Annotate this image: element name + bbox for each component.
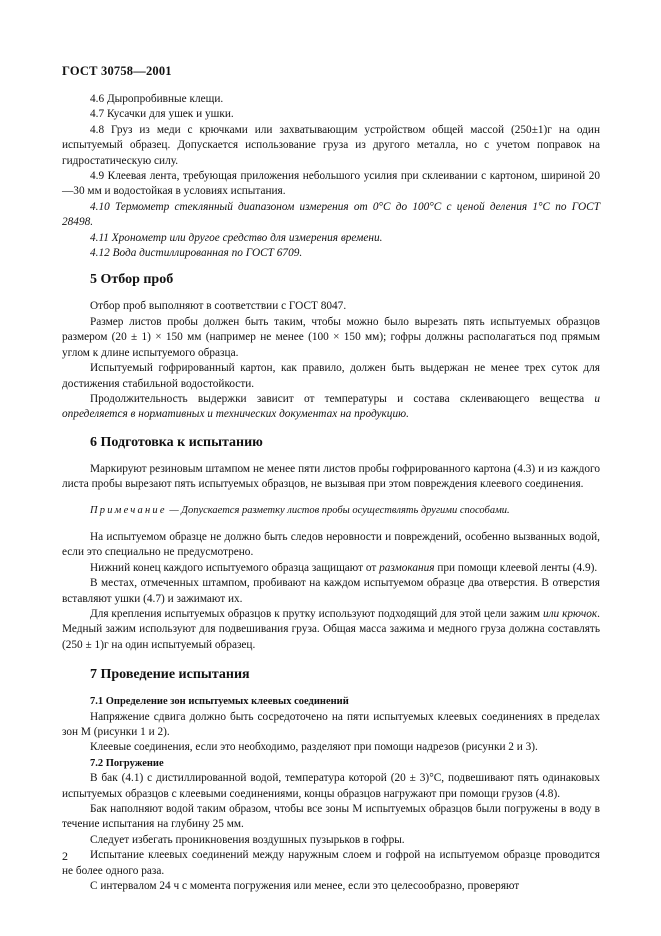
s72-paragraph-4: Испытание клеевых соединений между наружным слоем и гофрой на испытуемом образце проводится не более одного раза. [62, 849, 600, 877]
item-4-7: 4.7 Кусачки для ушек и ушки. [90, 108, 234, 121]
s72-paragraph-1: В бак (4.1) с дистиллированной водой, температура которой (20 ± 3)°С, подвешивают пять одинаковых испытуемых образцов с клеевыми соединениями, концы образцов нагружают при помощи грузов (4.8). [62, 772, 600, 800]
s72-paragraph-2: Бак наполняют водой таким образом, чтобы все зоны М испытуемых образцов были погружены в воду в течение испытания на глубину 25 мм. [62, 803, 600, 831]
s71-paragraph-2: Клеевые соединения, если это необходимо, разделяют при помощи надрезов (рисунки 2 и 3). [90, 741, 538, 754]
note-label: Примечание [90, 504, 167, 516]
item-4-11: 4.11 Хронометр или другое средство для измерения времени. [90, 231, 383, 244]
subsection-7-2-title: 7.2 Погружение [90, 757, 164, 769]
sec6-paragraph-5 [62, 607, 600, 653]
item-4-10: 4.10 Термометр стеклянный диапазоном измерения от 0°С до 100°С с ценой деления 1°С по ГОСТ 28498. [62, 200, 600, 229]
sec6-paragraph-4: В местах, отмеченных штампом, пробивают на каждом испытуемом образце два отверстия. В отверстия вставляют ушки (4.7) и зажимают их. [62, 577, 600, 605]
sec5-p4-italic: и определяется в нормативных и технических документах на продукцию. [62, 392, 600, 421]
document-body [62, 92, 600, 894]
item-4-6: 4.6 Дыропробивные клещи. [90, 93, 224, 105]
sec6-p3-tail: при помощи клеевой ленты (4.9). [434, 561, 598, 574]
note-text: — Допускается разметку листов пробы осуществлять другими способами. [166, 504, 510, 516]
sec5-paragraph-1: Отбор проб выполняют в соответствии с ГОСТ 8047. [90, 300, 347, 313]
sec6-note [62, 503, 600, 518]
sec6-paragraph-3 [62, 561, 600, 576]
sec5-p4-text: Продолжительность выдержки зависит от температуры и состава склеивающего вещества [90, 392, 595, 405]
sec6-p3-text: Нижний конец каждого испытуемого образца защищают от [90, 561, 380, 574]
s72-paragraph-5: С интервалом 24 ч с момента погружения или менее, если это целесообразно, проверяют [90, 880, 520, 893]
item-4-12: 4.12 Вода дистиллированная по ГОСТ 6709. [90, 247, 303, 260]
section-6-title: 6 Подготовка к испытанию [90, 434, 263, 450]
item-4-9: 4.9 Клеевая лента, требующая приложения небольшого усилия при склеивании с картоном, шириной 20—30 мм и водостойкая в условиях испытания. [62, 170, 600, 198]
sec6-p5-tail: . Медный зажим используют для подвешивания груза. Общая масса зажима и медного груза должна составлять (250 ± 1)г на один испытуемый образец. [62, 607, 600, 651]
sec6-paragraph-1: Маркируют резиновым штампом не менее пяти листов пробы гофрированного картона (4.3) и из каждого листа пробы вырезают пять испытуемых образцов, не вызывая при этом повреждения клеевого соединения. [62, 462, 600, 491]
sec5-paragraph-4 [62, 392, 600, 423]
sec6-p3-italic: размокания [379, 561, 435, 574]
page-number: 2 [62, 849, 68, 863]
section-7-title: 7 Проведение испытания [90, 667, 250, 683]
sec6-paragraph-2: На испытуемом образце не должно быть следов неровности и повреждений, особенно вызванных водой, если это специально не предусмотрено. [62, 530, 600, 559]
item-4-8: 4.8 Груз из меди с крючками или захватывающим устройством общей массой (250±1)г на один испытуемый образец. Допускается использование груза из другого металла, но с учетом поправок на гидростатическую силу. [62, 123, 600, 167]
document-header-code: ГОСТ 30758—2001 [62, 64, 172, 78]
s71-paragraph-1: Напряжение сдвига должно быть сосредоточено на пяти испытуемых клеевых соединениях в пределах зон М (рисунки 1 и 2). [62, 710, 600, 738]
section-5-title: 5 Отбор проб [90, 272, 174, 288]
sec6-p5-text: Для крепления испытуемых образцов к прутку используют подходящий для этой цели зажим [90, 607, 543, 620]
sec5-paragraph-2: Размер листов пробы должен быть таким, чтобы можно было вырезать пять испытуемых образцов размером (20 ± 1) × 150 мм (например не менее (100 × 150 мм); гофры должны располагаться под прямым углом к длине испытуемого образца. [62, 315, 600, 359]
sec6-p5-italic: или крючок [542, 607, 598, 620]
subsection-7-1-title: 7.1 Определение зон испытуемых клеевых соединений [90, 696, 349, 708]
sec5-paragraph-3: Испытуемый гофрированный картон, как правило, должен быть выдержан не менее трех суток для достижения стабильной водостойкости. [62, 362, 600, 390]
s72-paragraph-3: Следует избегать проникновения воздушных пузырьков в гофры. [90, 833, 405, 846]
